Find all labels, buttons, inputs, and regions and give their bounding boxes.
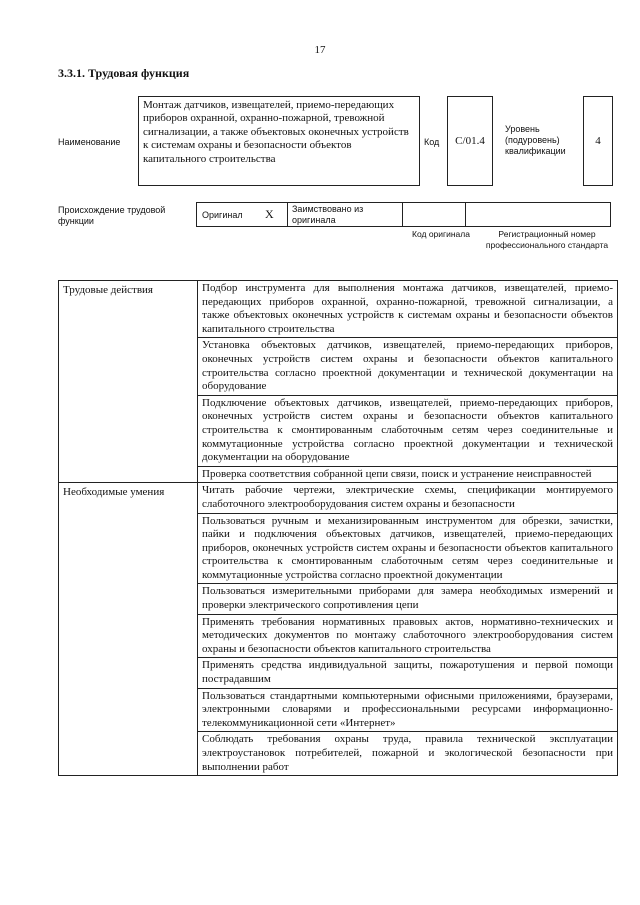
reg-caption: Регистрационный номер профессионального стандарта [485, 229, 609, 250]
level-value: 4 [595, 135, 601, 147]
name-label: Наименование [58, 137, 121, 147]
original-mark: X [265, 207, 274, 221]
original-code-cell [402, 202, 466, 227]
table-cell: Подключение объектовых датчиков, извещателей, приемо-передающих приборов, оконечных устройств систем охраны и безопасности объектов капитального строительства к смонтированным слаботочным сетям через соединительные и коммутационные устройства согласно проектной документации и технической документации на оборудование [198, 395, 618, 466]
borrowed-label: Заимствовано из оригинала [292, 204, 364, 225]
table-cell: Применять средства индивидуальной защиты, пожаротушения и первой помощи пострадавшим [198, 658, 618, 688]
level-label: Уровень (подуровень) квалификации [505, 124, 566, 156]
borrowed-cell [287, 202, 403, 227]
category-cell: Необходимые умения [59, 483, 198, 776]
table-cell: Читать рабочие чертежи, электрические схемы, спецификации монтируемого слаботочного электрооборудования систем охраны и безопасности [198, 483, 618, 513]
category-cell: Трудовые действия [59, 281, 198, 483]
function-table [58, 280, 618, 776]
table-cell: Проверка соответствия собранной цепи связи, поиск и устранение неисправностей [198, 466, 618, 483]
table-cell: Соблюдать требования охраны труда, правила технической эксплуатации электроустановок потребителей, пожарной и экологической безопасности при выполнении работ [198, 732, 618, 776]
function-code-box [447, 96, 493, 186]
table-cell: Пользоваться измерительными приборами для замера необходимых измерений и проверки электрического сопротивления цепи [198, 584, 618, 614]
origin-row [196, 202, 610, 227]
origin-label: Происхождение трудовой функции [58, 205, 166, 226]
table-row [59, 281, 618, 338]
function-name-box: Монтаж датчиков, извещателей, приемо-передающих приборов охранной, охранно-пожарной, тревожной сигнализации, а также объектовых оконечных устройств к системам охраны и безопасности объектов капитального строительства [138, 96, 420, 186]
page-number: 17 [314, 44, 326, 56]
level-box [583, 96, 613, 186]
original-label: Оригинал [202, 210, 243, 220]
code-caption: Код оригинала [412, 229, 470, 239]
original-cell [196, 202, 288, 227]
section-title: 3.3.1. Трудовая функция [58, 66, 190, 80]
reg-number-cell [465, 202, 611, 227]
code-label: Код [424, 137, 440, 147]
table-cell: Подбор инструмента для выполнения монтажа датчиков, извещателей, приемо-передающих приборов охранной, охранно-пожарной, тревожной сигнализации, а также объектовых оконечных устройств к системам охраны и безопасности объектов капитального строительства [198, 281, 618, 338]
table-cell: Пользоваться ручным и механизированным инструментом для обрезки, зачистки, пайки и подключения объектовых датчиков, извещателей, приемо-передающих приборов, оконечных устройств систем охраны и безопасности объектов капитального строительства к смонтированным слаботочным сетям через соединительные и коммутационные устройства согласно проектной документации [198, 513, 618, 584]
function-code: C/01.4 [455, 135, 485, 147]
table-row [59, 483, 618, 513]
table-cell: Установка объектовых датчиков, извещателей, приемо-передающих приборов, оконечных устройств систем охраны и безопасности объектов капитального строительства согласно проектной документации и технической документации на оборудование [198, 338, 618, 395]
table-cell: Применять требования нормативных правовых актов, нормативно-технических и методических документов по монтажу слаботочного электрооборудования систем охраны и безопасности объектов капитального строительства [198, 614, 618, 658]
table-cell: Пользоваться стандартными компьютерными офисными приложениями, браузерами, электронными словарями и профессиональными ресурсами информационно-телекоммуникационной сети «Интернет» [198, 688, 618, 732]
